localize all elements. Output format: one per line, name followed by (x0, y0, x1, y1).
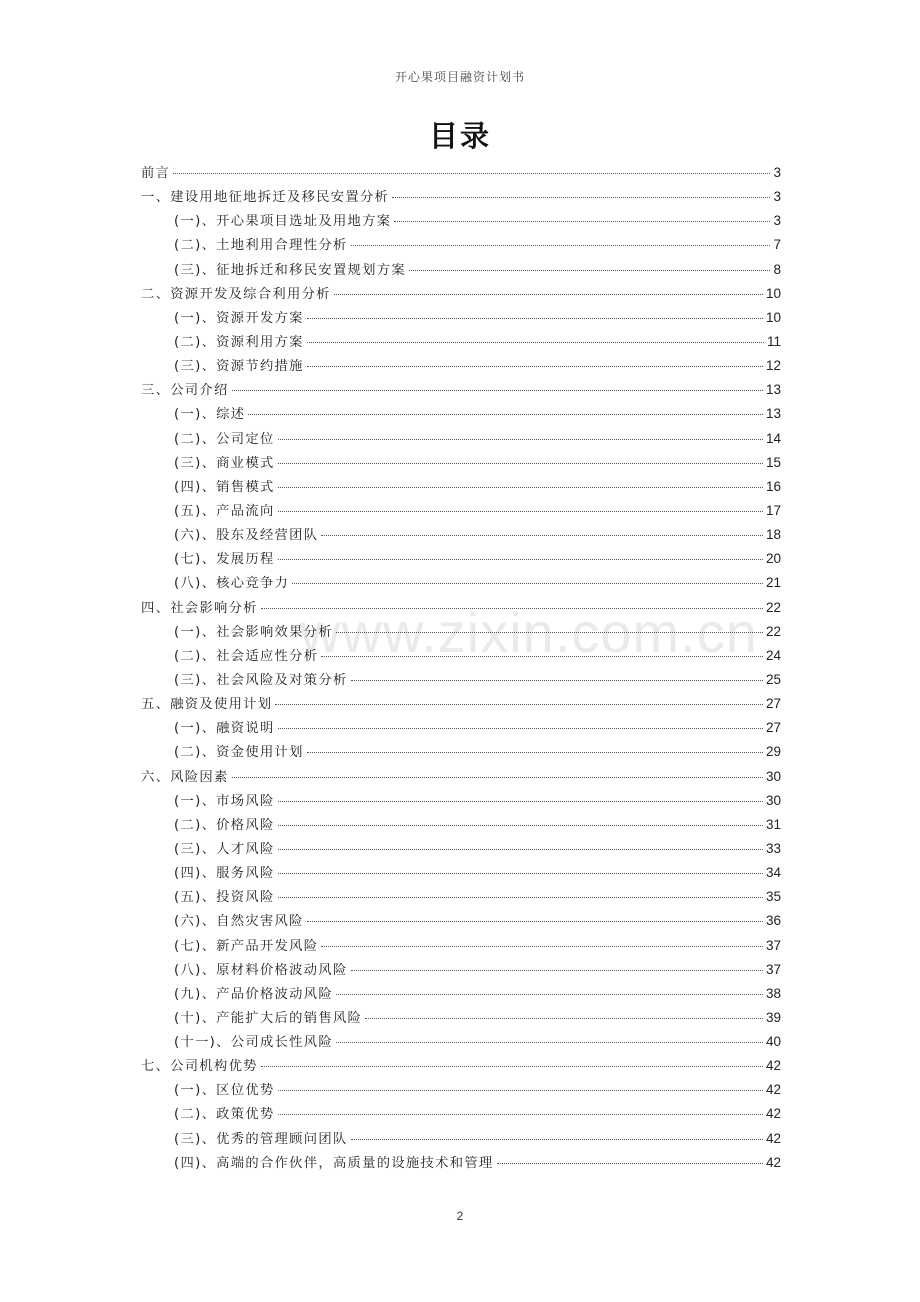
toc-entry-label: (四)、销售模式 (174, 479, 275, 495)
toc-entry[interactable] (141, 765, 781, 789)
watermark: www.zixin.com.cn (300, 601, 758, 664)
toc-dot-leader (336, 1042, 763, 1043)
toc-dot-leader (278, 825, 763, 826)
toc-entry-page: 12 (765, 358, 781, 374)
toc-entry-label: (五)、投资风险 (174, 890, 275, 906)
toc-entry-page: 42 (765, 1082, 781, 1098)
toc-entry-label: (八)、核心竞争力 (174, 576, 290, 592)
toc-entry-page: 33 (765, 840, 781, 856)
toc-dot-leader (307, 752, 763, 753)
toc-dot-leader (278, 873, 763, 874)
toc-entry-page: 40 (765, 1034, 781, 1050)
toc-dot-leader (278, 849, 763, 850)
toc-entry-page: 13 (765, 382, 781, 398)
toc-entry[interactable] (141, 402, 781, 426)
toc-entry-label: (一)、市场风险 (174, 793, 275, 809)
toc-entry[interactable] (141, 161, 781, 185)
toc-entry-page: 27 (765, 696, 781, 712)
toc-entry-page: 36 (765, 913, 781, 929)
toc-entry[interactable] (141, 378, 781, 402)
toc-dot-leader (497, 1163, 763, 1164)
toc-dot-leader (365, 1018, 763, 1019)
toc-entry[interactable] (141, 620, 781, 644)
toc-dot-leader (278, 1114, 763, 1115)
toc-entry[interactable] (141, 644, 781, 668)
toc-entry[interactable] (141, 934, 781, 958)
toc-dot-leader (232, 390, 763, 391)
toc-dot-leader (275, 704, 763, 705)
toc-entry-label: (三)、资源节约措施 (174, 359, 304, 375)
toc-entry[interactable] (141, 282, 781, 306)
toc-entry-page: 16 (765, 478, 781, 494)
toc-dot-leader (351, 680, 763, 681)
toc-entry[interactable] (141, 813, 781, 837)
toc-entry-page: 13 (765, 406, 781, 422)
toc-dot-leader (278, 728, 763, 729)
toc-entry-label: (一)、综述 (174, 407, 246, 423)
page-number: 2 (456, 1209, 464, 1223)
toc-entry-page: 42 (765, 1058, 781, 1074)
toc-entry[interactable] (141, 982, 781, 1006)
running-header: 开心果项目融资计划书 (394, 70, 525, 84)
toc-entry[interactable] (141, 499, 781, 523)
toc-entry[interactable] (141, 330, 781, 354)
toc-entry-page: 29 (765, 744, 781, 760)
toc-entry[interactable] (141, 861, 781, 885)
toc-entry-label: 五、融资及使用计划 (141, 697, 273, 713)
toc-entry-page: 25 (765, 671, 781, 687)
toc-entry-label: (二)、资金使用计划 (174, 745, 304, 761)
toc-entry-page: 15 (765, 454, 781, 470)
toc-entry[interactable] (141, 233, 781, 257)
toc-entry-page: 22 (765, 599, 781, 615)
toc-dot-leader (248, 414, 763, 415)
toc-dot-leader (336, 632, 763, 633)
toc-dot-leader (278, 897, 763, 898)
toc-entry[interactable] (141, 909, 781, 933)
toc-entry-label: (九)、产品价格波动风险 (174, 986, 333, 1002)
toc-dot-leader (278, 559, 763, 560)
toc-entry-label: (七)、发展历程 (174, 552, 275, 568)
toc-dot-leader (409, 270, 771, 271)
toc-entry-label: 七、公司机构优势 (141, 1059, 258, 1075)
toc-entry[interactable] (141, 692, 781, 716)
toc-entry-page: 24 (765, 647, 781, 663)
toc-entry-label: (三)、人才风险 (174, 841, 275, 857)
toc-entry-label: (十一)、公司成长性风险 (174, 1035, 333, 1051)
toc-dot-leader (307, 366, 763, 367)
toc-entry[interactable] (141, 1030, 781, 1054)
toc-dot-leader (307, 921, 763, 922)
toc-entry[interactable] (141, 789, 781, 813)
toc-entry[interactable] (141, 523, 781, 547)
toc-entry[interactable] (141, 1151, 781, 1175)
toc-entry[interactable] (141, 958, 781, 982)
toc-entry-page: 3 (773, 165, 781, 180)
toc-entry[interactable] (141, 1127, 781, 1151)
toc-entry-label: 前言 (141, 166, 171, 181)
toc-entry-label: (四)、服务风险 (174, 866, 275, 882)
toc-entry[interactable] (141, 451, 781, 475)
toc-entry[interactable] (141, 1078, 781, 1102)
toc-entry-label: (二)、资源利用方案 (174, 334, 304, 350)
toc-entry-page: 3 (773, 213, 781, 229)
toc-entry[interactable] (141, 354, 781, 378)
toc-entry-page: 42 (765, 1154, 781, 1170)
toc-entry-page: 30 (765, 792, 781, 808)
toc-entry-page: 37 (765, 961, 781, 977)
toc-entry[interactable] (141, 1006, 781, 1030)
toc-dot-leader (307, 342, 764, 343)
toc-entry-label: (一)、区位优势 (174, 1083, 275, 1099)
toc-entry-page: 42 (765, 1106, 781, 1122)
toc-dot-leader (392, 197, 770, 198)
toc-entry[interactable] (141, 475, 781, 499)
toc-entry[interactable] (141, 596, 781, 620)
toc-entry[interactable] (141, 547, 781, 571)
toc-entry-label: 一、建设用地征地拆迁及移民安置分析 (141, 190, 390, 206)
toc-entry-page: 18 (765, 527, 781, 543)
toc-dot-leader (307, 318, 763, 319)
toc-dot-leader (351, 1139, 763, 1140)
toc-dot-leader (278, 439, 763, 440)
toc-entry[interactable] (141, 185, 781, 209)
toc-entry-label: (六)、股东及经营团队 (174, 528, 319, 544)
toc-entry[interactable] (141, 209, 781, 233)
toc-dot-leader (261, 608, 763, 609)
toc-entry[interactable] (141, 837, 781, 861)
toc-entry-label: (一)、开心果项目选址及用地方案 (174, 214, 392, 230)
toc-entry-page: 27 (765, 720, 781, 736)
toc-entry-page: 31 (765, 816, 781, 832)
toc-dot-leader (321, 656, 763, 657)
toc-dot-leader (232, 777, 763, 778)
toc-entry[interactable] (141, 306, 781, 330)
toc-entry[interactable] (141, 740, 781, 764)
toc-entry-label: (二)、社会适应性分析 (174, 648, 319, 664)
toc-entry[interactable] (141, 716, 781, 740)
toc-entry-label: (三)、商业模式 (174, 455, 275, 471)
toc-entry-page: 39 (765, 1009, 781, 1025)
toc-entry-label: (三)、优秀的管理顾问团队 (174, 1131, 348, 1147)
toc-entry-label: (一)、融资说明 (174, 721, 275, 737)
toc-entry-label: 四、社会影响分析 (141, 600, 258, 616)
toc-entry-label: (二)、土地利用合理性分析 (174, 238, 348, 254)
toc-entry[interactable] (141, 885, 781, 909)
toc-entry[interactable] (141, 1102, 781, 1126)
toc-entry-page: 7 (773, 237, 781, 253)
toc-entry-label: (四)、高端的合作伙伴，高质量的设施技术和管理 (174, 1155, 494, 1171)
toc-dot-leader (336, 994, 763, 995)
toc-entry-label: (二)、公司定位 (174, 431, 275, 447)
toc-dot-leader (351, 970, 763, 971)
toc-entry-page: 10 (765, 285, 781, 301)
toc-entry-page: 22 (765, 623, 781, 639)
toc-entry-page: 21 (765, 575, 781, 591)
toc-entry-page: 34 (765, 865, 781, 881)
toc-dot-leader (173, 173, 770, 174)
toc-entry-label: (三)、征地拆迁和移民安置规划方案 (174, 262, 406, 278)
toc-entry-label: 三、公司介绍 (141, 383, 229, 399)
toc-dot-leader (394, 221, 770, 222)
toc-dot-leader (278, 801, 763, 802)
toc-entry-label: (五)、产品流向 (174, 503, 275, 519)
toc-entry-label: (一)、社会影响效果分析 (174, 624, 333, 640)
toc-entry-label: 二、资源开发及综合利用分析 (141, 286, 331, 302)
table-of-contents (141, 161, 781, 1175)
toc-entry-label: 六、风险因素 (141, 769, 229, 785)
toc-entry-label: (二)、政策优势 (174, 1107, 275, 1123)
toc-entry-page: 14 (765, 430, 781, 446)
toc-entry-label: (七)、新产品开发风险 (174, 938, 319, 954)
toc-entry-label: (三)、社会风险及对策分析 (174, 672, 348, 688)
toc-dot-leader (292, 583, 763, 584)
toc-entry-label: (六)、自然灾害风险 (174, 914, 304, 930)
toc-entry[interactable] (141, 668, 781, 692)
toc-entry-page: 11 (766, 333, 781, 349)
toc-entry-label: (十)、产能扩大后的销售风险 (174, 1010, 363, 1026)
toc-entry-label: (八)、原材料价格波动风险 (174, 962, 348, 978)
toc-entry-page: 10 (765, 309, 781, 325)
toc-dot-leader (334, 294, 763, 295)
toc-entry-page: 37 (765, 937, 781, 953)
toc-entry-page: 38 (765, 985, 781, 1001)
toc-entry-page: 30 (765, 768, 781, 784)
toc-dot-leader (321, 946, 763, 947)
toc-dot-leader (278, 487, 763, 488)
toc-entry-page: 8 (773, 261, 781, 277)
toc-dot-leader (261, 1066, 763, 1067)
toc-entry[interactable] (141, 427, 781, 451)
toc-dot-leader (321, 535, 763, 536)
toc-entry[interactable] (141, 571, 781, 595)
toc-entry[interactable] (141, 1054, 781, 1078)
toc-entry-page: 42 (765, 1130, 781, 1146)
toc-dot-leader (278, 463, 763, 464)
toc-dot-leader (351, 245, 771, 246)
toc-dot-leader (278, 511, 763, 512)
toc-entry-page: 35 (765, 889, 781, 905)
toc-entry[interactable] (141, 258, 781, 282)
toc-dot-leader (278, 1090, 763, 1091)
page-title: 目录 (428, 119, 491, 153)
toc-entry-page: 17 (765, 502, 781, 518)
toc-entry-label: (一)、资源开发方案 (174, 310, 304, 326)
toc-entry-page: 20 (765, 551, 781, 567)
toc-entry-page: 3 (773, 189, 781, 205)
toc-entry-label: (二)、价格风险 (174, 817, 275, 833)
